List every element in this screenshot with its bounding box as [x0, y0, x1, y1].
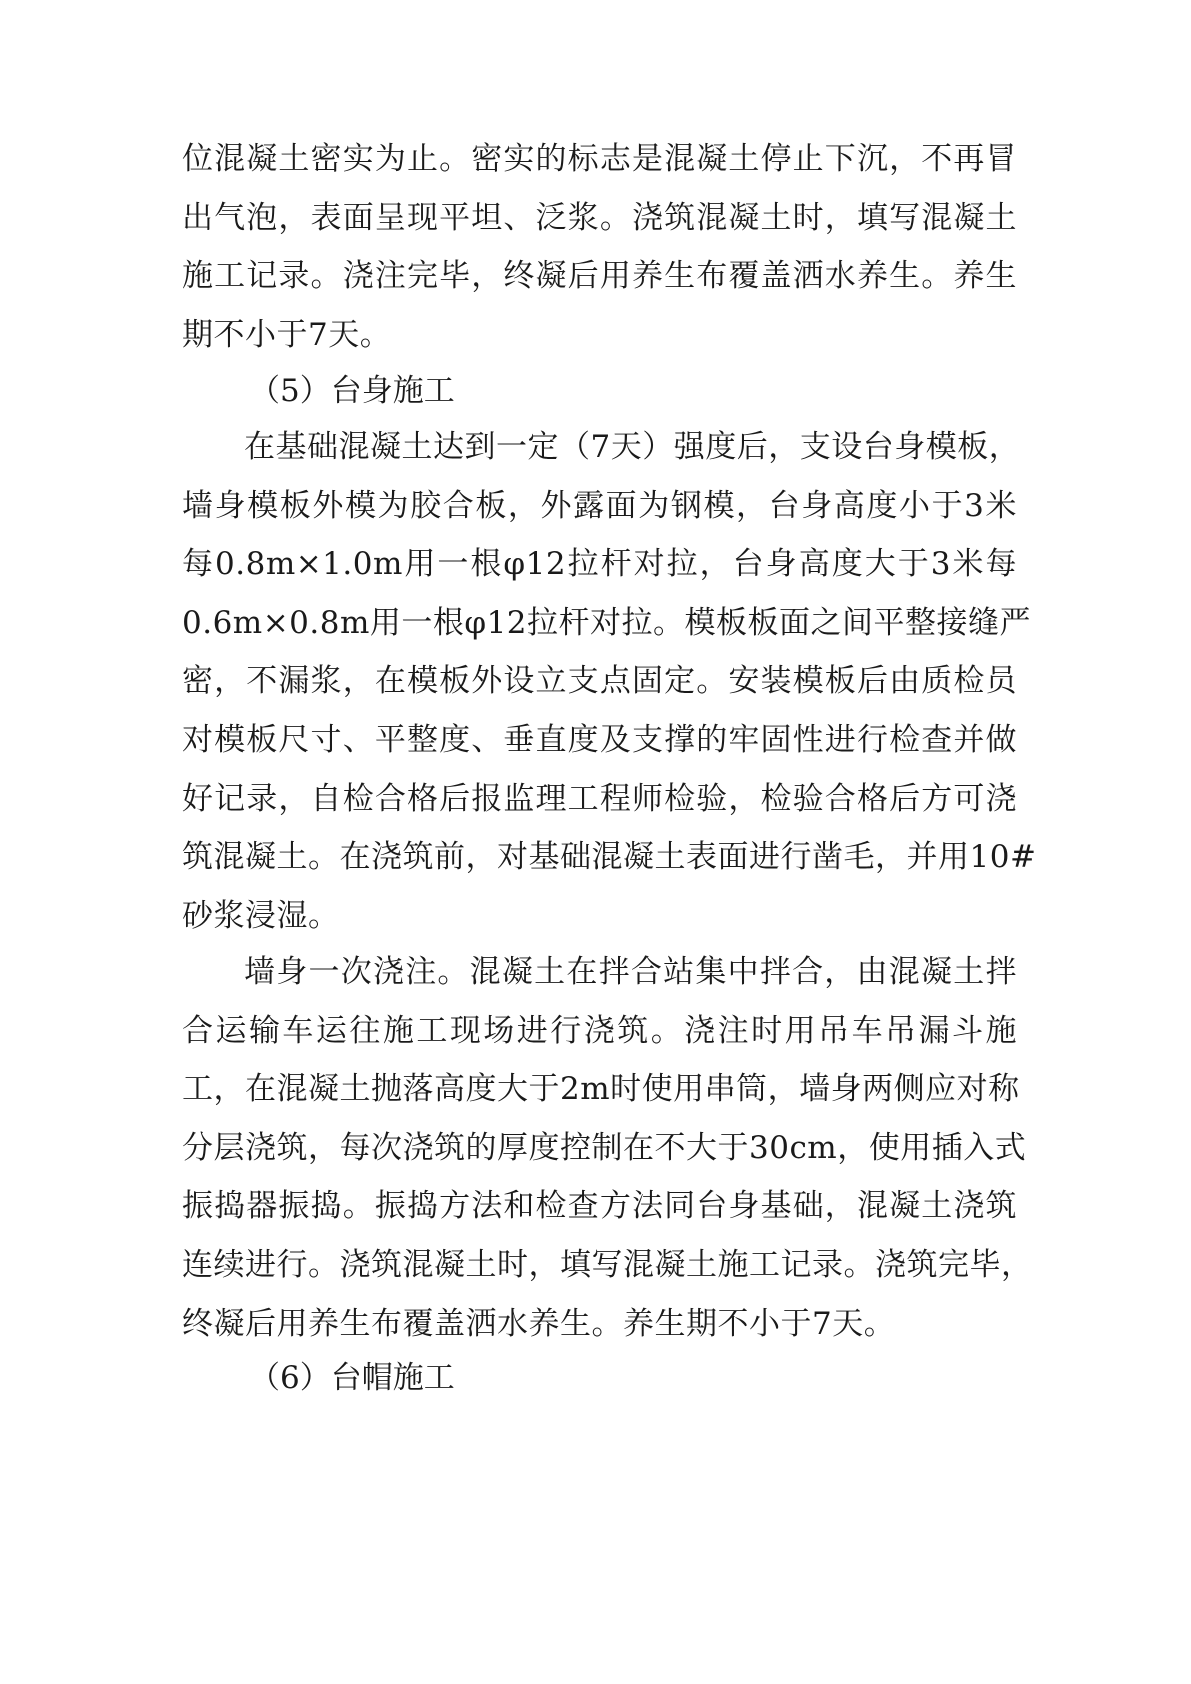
- text-line: 筑混凝土。在浇筑前，对基础混凝土表面进行凿毛，并用10#: [182, 839, 1037, 876]
- text-line: 好记录，自检合格后报监理工程师检验，检验合格后方可浇: [182, 780, 1017, 817]
- text-line: 每0.8m×1.0m用一根φ12拉杆对拉，台身高度大于3米每: [182, 546, 1017, 583]
- text-line: 密，不漏浆，在模板外设立支点固定。安装模板后由质检员: [182, 663, 1017, 700]
- text-line: 出气泡，表面呈现平坦、泛浆。浇筑混凝土时，填写混凝土: [182, 199, 1017, 236]
- text-line: 位混凝土密实为止。密实的标志是混凝土停止下沉，不再冒: [182, 141, 1017, 177]
- text-line: 对模板尺寸、平整度、垂直度及支撑的牢固性进行检查并做: [182, 721, 1017, 758]
- text-line: 砂浆浸湿。: [182, 897, 340, 934]
- paragraph-formwork: [182, 418, 1037, 945]
- section-heading-abutment-cap: （6）台帽施工: [249, 1360, 455, 1396]
- section-heading-abutment-body: （5）台身施工: [249, 373, 455, 409]
- text-line: 合运输车运往施工现场进行浇筑。浇注时用吊车吊漏斗施: [182, 1012, 1017, 1049]
- text-line: 在基础混凝土达到一定（7天）强度后，支设台身模板，: [244, 429, 1021, 465]
- paragraph-curing-continued: [182, 130, 1017, 364]
- text-line: 连续进行。浇筑混凝土时，填写混凝土施工记录。浇筑完毕，: [182, 1246, 1033, 1283]
- text-line: 期不小于7天。: [182, 316, 392, 353]
- paragraph-wall-pouring: [182, 943, 1033, 1353]
- text-line: 工，在混凝土抛落高度大于2m时使用串筒，墙身两侧应对称: [182, 1071, 1020, 1108]
- text-line: 施工记录。浇注完毕，终凝后用养生布覆盖洒水养生。养生: [182, 258, 1017, 295]
- text-line: 墙身一次浇注。混凝土在拌合站集中拌合，由混凝土拌: [244, 954, 1017, 990]
- text-line: 0.6m×0.8m用一根φ12拉杆对拉。模板板面之间平整接缝严: [182, 604, 1032, 641]
- text-line: 墙身模板外模为胶合板，外露面为钢模，台身高度小于3米: [182, 487, 1017, 524]
- text-line: 振捣器振捣。振捣方法和检查方法同台身基础，混凝土浇筑: [182, 1188, 1017, 1225]
- text-line: 终凝后用养生布覆盖洒水养生。养生期不小于7天。: [182, 1305, 896, 1342]
- text-line: 分层浇筑，每次浇筑的厚度控制在不大于30cm，使用插入式: [182, 1129, 1027, 1166]
